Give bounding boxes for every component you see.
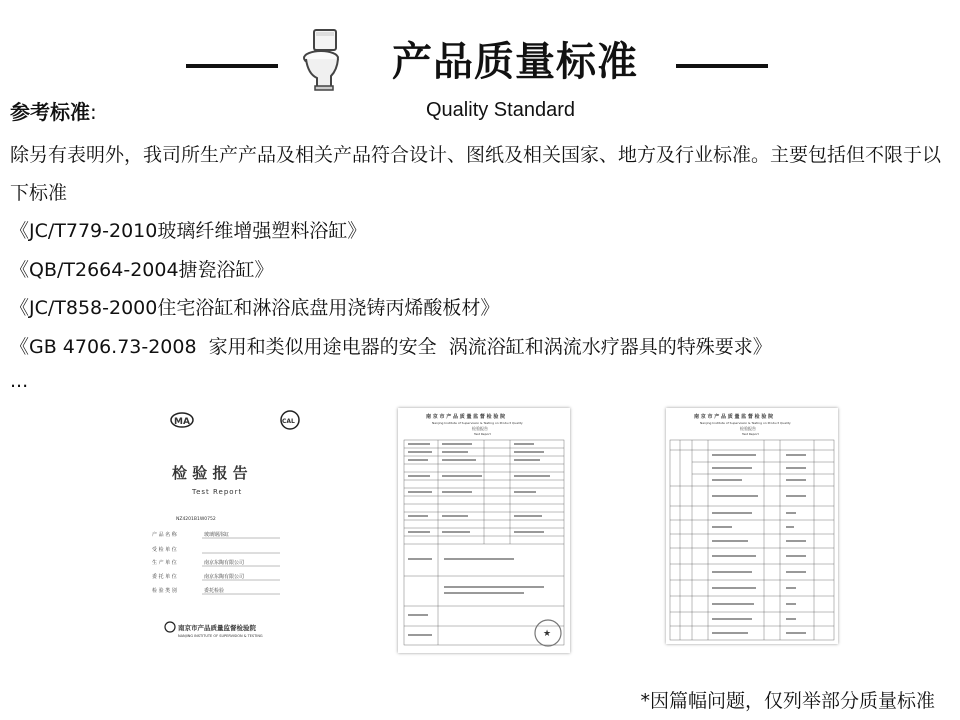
list-ellipsis: ... [10, 370, 29, 392]
standard-item: 《JC/T779-2010玻璃纤维增强塑料浴缸》 [10, 220, 367, 242]
doc1-subtitle: Test Report [192, 488, 243, 496]
doc1-field-value: 委托检验 [204, 588, 225, 594]
reference-heading [10, 96, 97, 125]
doc2-title-en: Nanjing Institute of Supervision & Testing on Product Quality [432, 421, 523, 425]
doc3-subtitle: 检验报告 [740, 426, 756, 431]
doc1-title: 检 验 报 告 [172, 464, 248, 482]
doc1-field-value: 玻璃钢浴缸 [204, 532, 230, 538]
quality-standard-subtitle: Quality Standard [426, 99, 575, 121]
doc1-field-label: 生 产 单 位 [152, 560, 177, 566]
title-rule-right [676, 64, 768, 68]
test-items-page-image [666, 408, 838, 644]
seal-star-icon: ★ [543, 629, 552, 639]
doc2-subtitle: 检验报告 [472, 426, 488, 431]
doc2-subtitle-en: Test Report [474, 432, 491, 436]
doc1-field-label: 委 托 单 位 [152, 574, 177, 580]
footnote: *因篇幅问题，仅列举部分质量标准 [640, 690, 935, 712]
doc1-footer-en: NANJING INSTITUTE OF SUPERVISION & TESTING [178, 634, 263, 638]
doc1-field-label: 受 检 单 位 [152, 547, 177, 553]
test-report-cover-image [130, 408, 330, 638]
ma-logo [171, 413, 193, 427]
header [0, 14, 960, 84]
doc1-field-value: 南京东陶有限公司 [204, 560, 245, 566]
title-rule-left [186, 64, 278, 68]
doc3-table [670, 440, 834, 640]
doc1-report-no: NZ4201B1W0752 [176, 517, 216, 522]
standards-list [10, 212, 772, 366]
doc3-title-en: Nanjing Institute of Supervision & Testing on Product Quality [700, 421, 791, 425]
cal-logo-text: CAL [282, 418, 295, 425]
standard-item: 《QB/T2664-2004搪瓷浴缸》 [10, 258, 274, 281]
ma-logo-text: MA [174, 417, 190, 427]
test-report-page-image [398, 408, 570, 653]
reference-label: 参考标准 [10, 100, 90, 124]
reference-colon: : [90, 100, 97, 124]
doc1-field-value: 南京东陶有限公司 [204, 574, 245, 580]
doc2-title: 南 京 市 产 品 质 量 监 督 检 验 院 [426, 414, 506, 420]
intro-paragraph: 除另有表明外，我司所生产产品及相关产品符合设计、图纸及相关国家、地方及行业标准。主要包括但不限于以下标准 [10, 144, 942, 204]
toilet-icon [300, 28, 346, 92]
doc3-title: 南 京 市 产 品 质 量 监 督 检 验 院 [694, 414, 774, 420]
doc3-subtitle-en: Test Report [742, 432, 759, 436]
doc1-field-label: 检 验 类 别 [152, 588, 177, 594]
page-title: 产品质量标准 [392, 39, 638, 85]
nqi-logo-icon [165, 622, 175, 632]
standard-item: 《GB 4706.73-2008 家用和类似用途电器的安全 涡流浴缸和涡流水疗器具的特殊要求》 [10, 335, 772, 358]
doc1-field-label: 产 品 名 称 [152, 532, 177, 538]
cal-logo [281, 411, 299, 429]
doc1-footer: 南京市产品质量监督检验院 [178, 624, 256, 632]
standard-item: 《JC/T858-2000住宅浴缸和淋浴底盘用浇铸丙烯酸板材》 [10, 297, 500, 319]
